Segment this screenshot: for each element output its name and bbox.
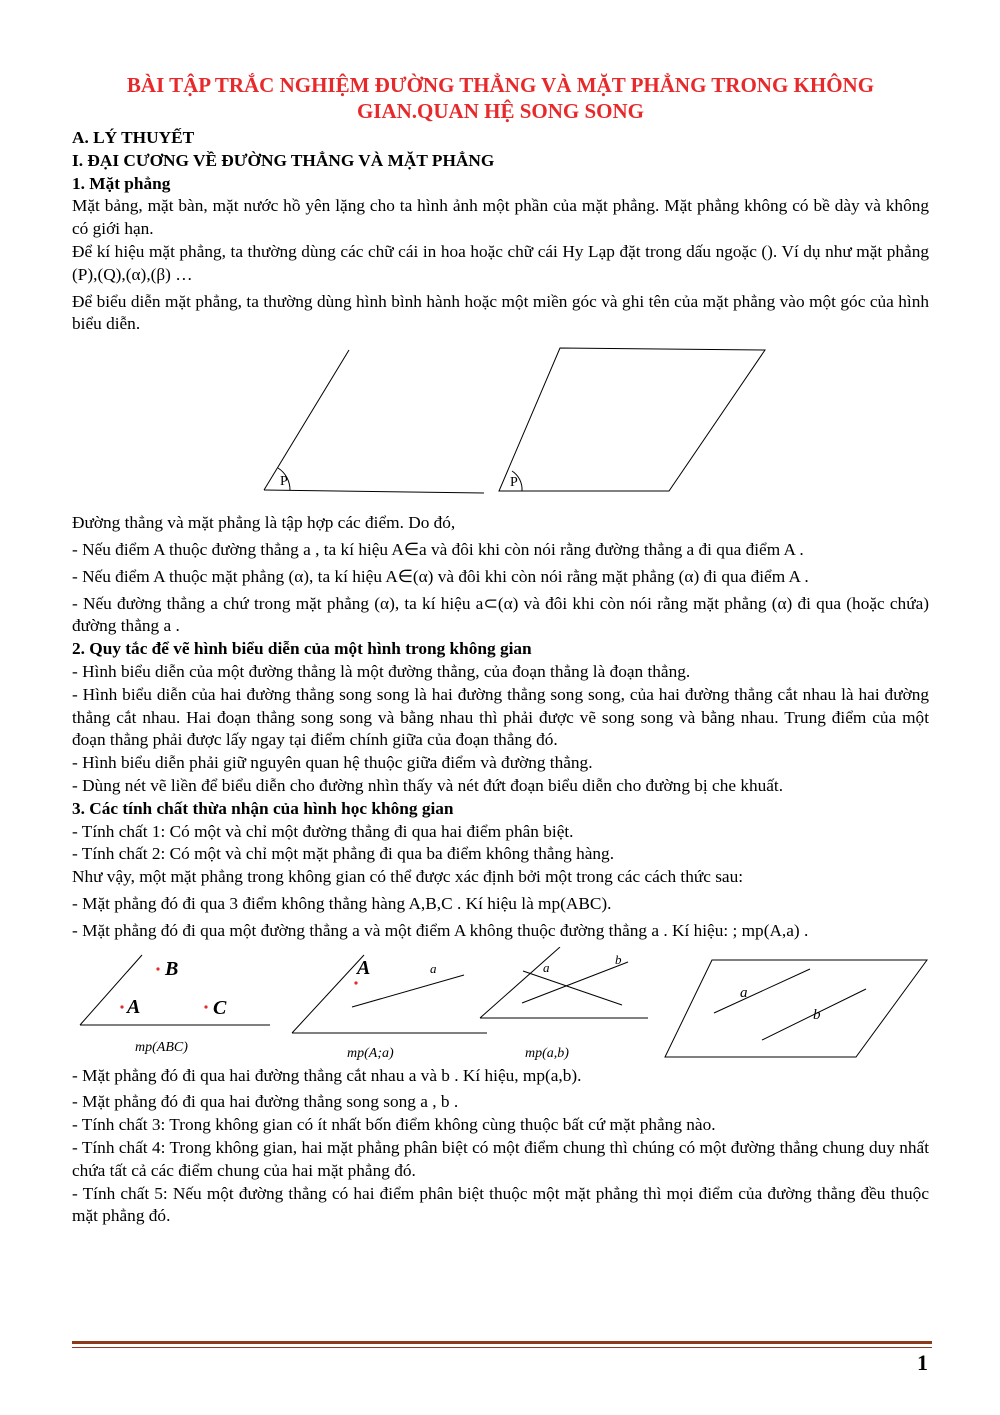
paragraph: - Mặt phẳng đó đi qua hai đường thẳng song song a , b . <box>72 1092 459 1112</box>
page-number: 1 <box>917 1350 928 1375</box>
label-a: A <box>127 995 141 1018</box>
paragraph: Để biểu diễn mặt phẳng, ta thường dùng hình bình hành hoặc một miền góc và ghi tên của mặt phẳng vào một góc của hình biểu diễn. <box>72 291 929 334</box>
point-a <box>120 1005 123 1008</box>
section-a-heading: A. LÝ THUYẾT <box>72 128 195 147</box>
footer-rule <box>72 1341 932 1344</box>
line-a3 <box>523 971 622 1005</box>
label-line-b4: b <box>813 1006 821 1023</box>
plane-figures <box>72 340 929 510</box>
paragraph: - Tính chất 2: Có một và chỉ một mặt phẳng đi qua ba điểm không thẳng hàng. <box>72 844 615 864</box>
label-b: B <box>165 957 179 980</box>
paragraph: - Nếu đường thẳng a chứ trong mặt phẳng (α), ta kí hiệu a⊂(α) và đôi khi còn nói rằng mặt phẳng (α) đi qua (hoặc chứa) đường thẳng a . <box>72 593 929 636</box>
angle-ray <box>264 490 484 493</box>
section-1-heading: I. ĐẠI CƯƠNG VỀ ĐƯỜNG THẲNG VÀ MẶT PHẲNG <box>72 150 495 170</box>
plane-diagram <box>72 340 929 510</box>
paragraph: - Tính chất 3: Trong không gian có ít nhất bốn điểm không cùng thuộc bất cứ mặt phẳng nào. <box>72 1115 716 1135</box>
paragraph: - Nếu điểm A thuộc mặt phẳng (α), ta kí hiệu A∈(α) và đôi khi còn nói rằng mặt phẳng (α) đi qua điểm A . <box>72 566 809 586</box>
line-b3 <box>522 959 628 1003</box>
caption-mp-a-a: mp(A;a) <box>347 1045 394 1061</box>
point-a2 <box>354 981 357 984</box>
angle-ray <box>480 947 560 1018</box>
plane-determination-figures <box>72 947 929 1063</box>
paragraph: - Tính chất 4: Trong không gian, hai mặt phẳng phân biệt có một điểm chung thì chúng có một đường thẳng chung duy nhất chứa tất cả các điểm chung của hai mặt phẳng đó. <box>72 1137 929 1180</box>
paragraph: - Hình biểu diễn của hai đường thẳng song song là hai đường thẳng song song, của hai đường thẳng cắt nhau là hai đường thẳng cắt nhau. Hai đoạn thẳng song song và bằng nhau thì phải được vẽ song song và bằng nhau. Trung điểm của một đoạn thẳng phải được lấy ngay tại điểm chính giữa của đoạn thẳng đó. <box>72 684 929 750</box>
paragraph: Mặt bảng, mặt bàn, mặt nước hồ yên lặng cho ta hình ảnh một phần của mặt phẳng. Mặt phẳng không có bề dày và không có giới hạn. <box>72 196 929 239</box>
label-line-a: a <box>430 960 437 976</box>
paragraph: - Mặt phẳng đó đi qua 3 điểm không thẳng hàng A,B,C . Kí hiệu là mp(ABC). <box>72 893 612 913</box>
angle-ray <box>292 955 364 1033</box>
subsection-2-heading: 2. Quy tắc để vẽ hình biểu diễn của một hình trong không gian <box>72 639 532 659</box>
paragraph: - Hình biểu diễn phải giữ nguyên quan hệ thuộc giữa điểm và đường thẳng. <box>72 753 593 773</box>
parallelogram-plane <box>665 960 927 1057</box>
caption-mp-abc: mp(ABC) <box>135 1039 188 1055</box>
paragraph: Đường thẳng và mặt phẳng là tập hợp các điểm. Do đó, <box>72 513 456 533</box>
parallelogram-plane <box>499 348 765 491</box>
point-c <box>204 1005 207 1008</box>
label-line-b3: b <box>615 951 622 967</box>
subsection-3-heading: 3. Các tính chất thừa nhận của hình học không gian <box>72 798 454 818</box>
paragraph: - Nếu điểm A thuộc đường thẳng a , ta kí hiệu A∈a và đôi khi còn nói rằng đường thẳng a đi qua điểm A . <box>72 539 804 559</box>
paragraph: Như vậy, một mặt phẳng trong không gian có thể được xác định bởi một trong các cách thức sau: <box>72 867 744 887</box>
plane-label-right: P <box>510 475 518 491</box>
line-a4 <box>714 969 810 1013</box>
paragraph: - Tính chất 5: Nếu một đường thẳng có hai điểm phân biệt thuộc một mặt phẳng thì mọi điểm của đường thẳng đều thuộc mặt phẳng đó. <box>72 1183 929 1226</box>
line-a <box>352 975 464 1007</box>
label-c: C <box>213 996 227 1019</box>
subsection-1-heading: 1. Mặt phẳng <box>72 173 171 193</box>
paragraph: - Mặt phẳng đó đi qua một đường thẳng a và một điểm A không thuộc đường thẳng a . Kí hiệu: ; mp(A,a) . <box>72 920 809 940</box>
footer-rule-thin <box>72 1347 932 1348</box>
paragraph: - Dùng nét vẽ liền để biểu diễn cho đường nhìn thấy và nét đứt đoạn biểu diễn cho đường bị che khuất. <box>72 775 784 795</box>
label-a2: A <box>357 956 371 979</box>
document-body <box>72 72 929 1228</box>
label-line-a4: a <box>740 984 748 1001</box>
document-title: BÀI TẬP TRẮC NGHIỆM ĐƯỜNG THẲNG VÀ MẶT PHẲNG TRONG KHÔNG GIAN.QUAN HỆ SONG SONG <box>126 73 875 123</box>
plane-label-left: P <box>280 474 288 490</box>
paragraph: - Tính chất 1: Có một và chỉ một đường thẳng đi qua hai điểm phân biệt. <box>72 821 574 841</box>
paragraph: Để kí hiệu mặt phẳng, ta thường dùng các chữ cái in hoa hoặc chữ cái Hy Lạp đặt trong dấu ngoặc (). Ví dụ như mặt phẳng (P),(Q),(α),(β) … <box>72 241 929 284</box>
paragraph: - Hình biểu diễn của một đường thẳng là một đường thẳng, của đoạn thẳng là đoạn thẳng. <box>72 661 691 681</box>
plane-determination-diagram <box>72 947 929 1063</box>
paragraph: - Mặt phẳng đó đi qua hai đường thẳng cắt nhau a và b . Kí hiệu, mp(a,b). <box>72 1065 582 1085</box>
point-b <box>156 967 159 970</box>
caption-mp-a-b: mp(a,b) <box>525 1045 569 1061</box>
label-line-a3: a <box>543 959 550 975</box>
angle-ray <box>264 350 349 490</box>
